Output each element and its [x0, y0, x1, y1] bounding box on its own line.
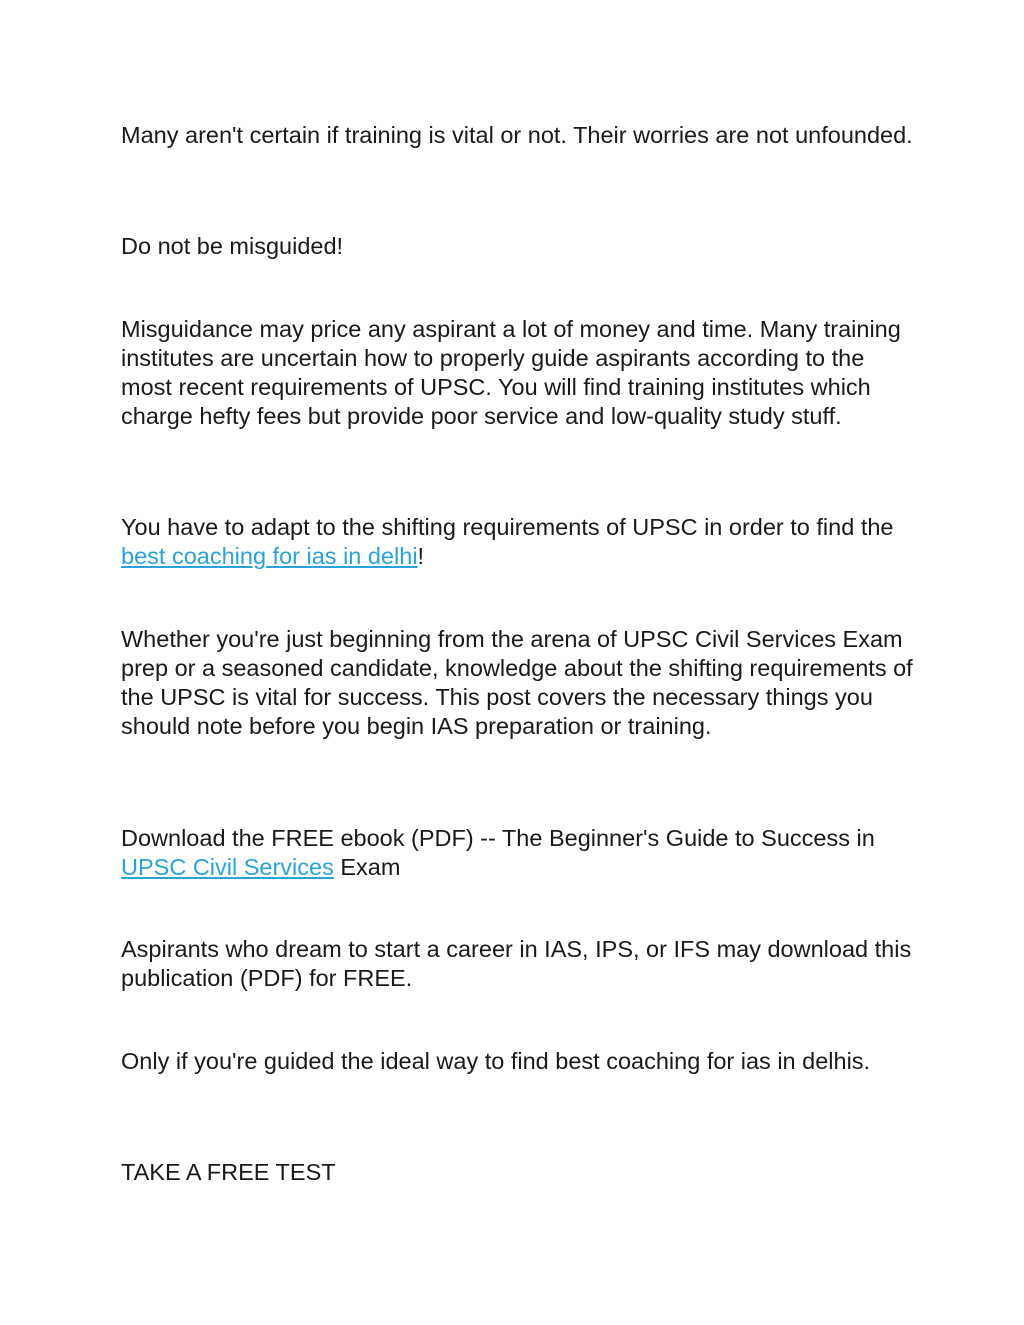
paragraph-text: Exam [333, 854, 401, 880]
paragraph-training-doubt: Many aren't certain if training is vital or not. Their worries are not unfounded. [121, 122, 913, 148]
take-free-test-heading: TAKE A FREE TEST [121, 1159, 336, 1185]
upsc-civil-services-link[interactable]: UPSC Civil Services [121, 854, 334, 880]
paragraph-text: ! [417, 543, 425, 569]
paragraph-text: You have to adapt to the shifting requirements of UPSC in order to find the [121, 514, 894, 540]
paragraph-download-ebook [121, 824, 921, 882]
paragraph-aspirants-download: Aspirants who dream to start a career in IAS, IPS, or IFS may download this publication (PDF) for FREE. [121, 936, 912, 991]
paragraph-misguidance: Misguidance may price any aspirant a lot of money and time. Many training institutes are uncertain how to properly guide aspirants according to the most recent requirements of UPSC. You will find training institutes which charge hefty fees but provide poor service and low-quality study stuff. [121, 316, 901, 429]
paragraph-adapt-requirements [121, 513, 921, 571]
paragraph-text: Download the FREE ebook (PDF) -- The Beginner's Guide to Success in [121, 825, 875, 851]
paragraph-guided-ideal-way: Only if you're guided the ideal way to find best coaching for ias in delhis. [121, 1048, 871, 1074]
paragraph-do-not-be-misguided: Do not be misguided! [121, 233, 344, 259]
paragraph-civil-services-prep: Whether you're just beginning from the arena of UPSC Civil Services Exam prep or a seasoned candidate, knowledge about the shifting requirements of the UPSC is vital for success. This post covers the necessary things you should note before you begin IAS preparation or training. [121, 626, 913, 739]
best-coaching-link[interactable]: best coaching for ias in delhi [121, 543, 418, 569]
